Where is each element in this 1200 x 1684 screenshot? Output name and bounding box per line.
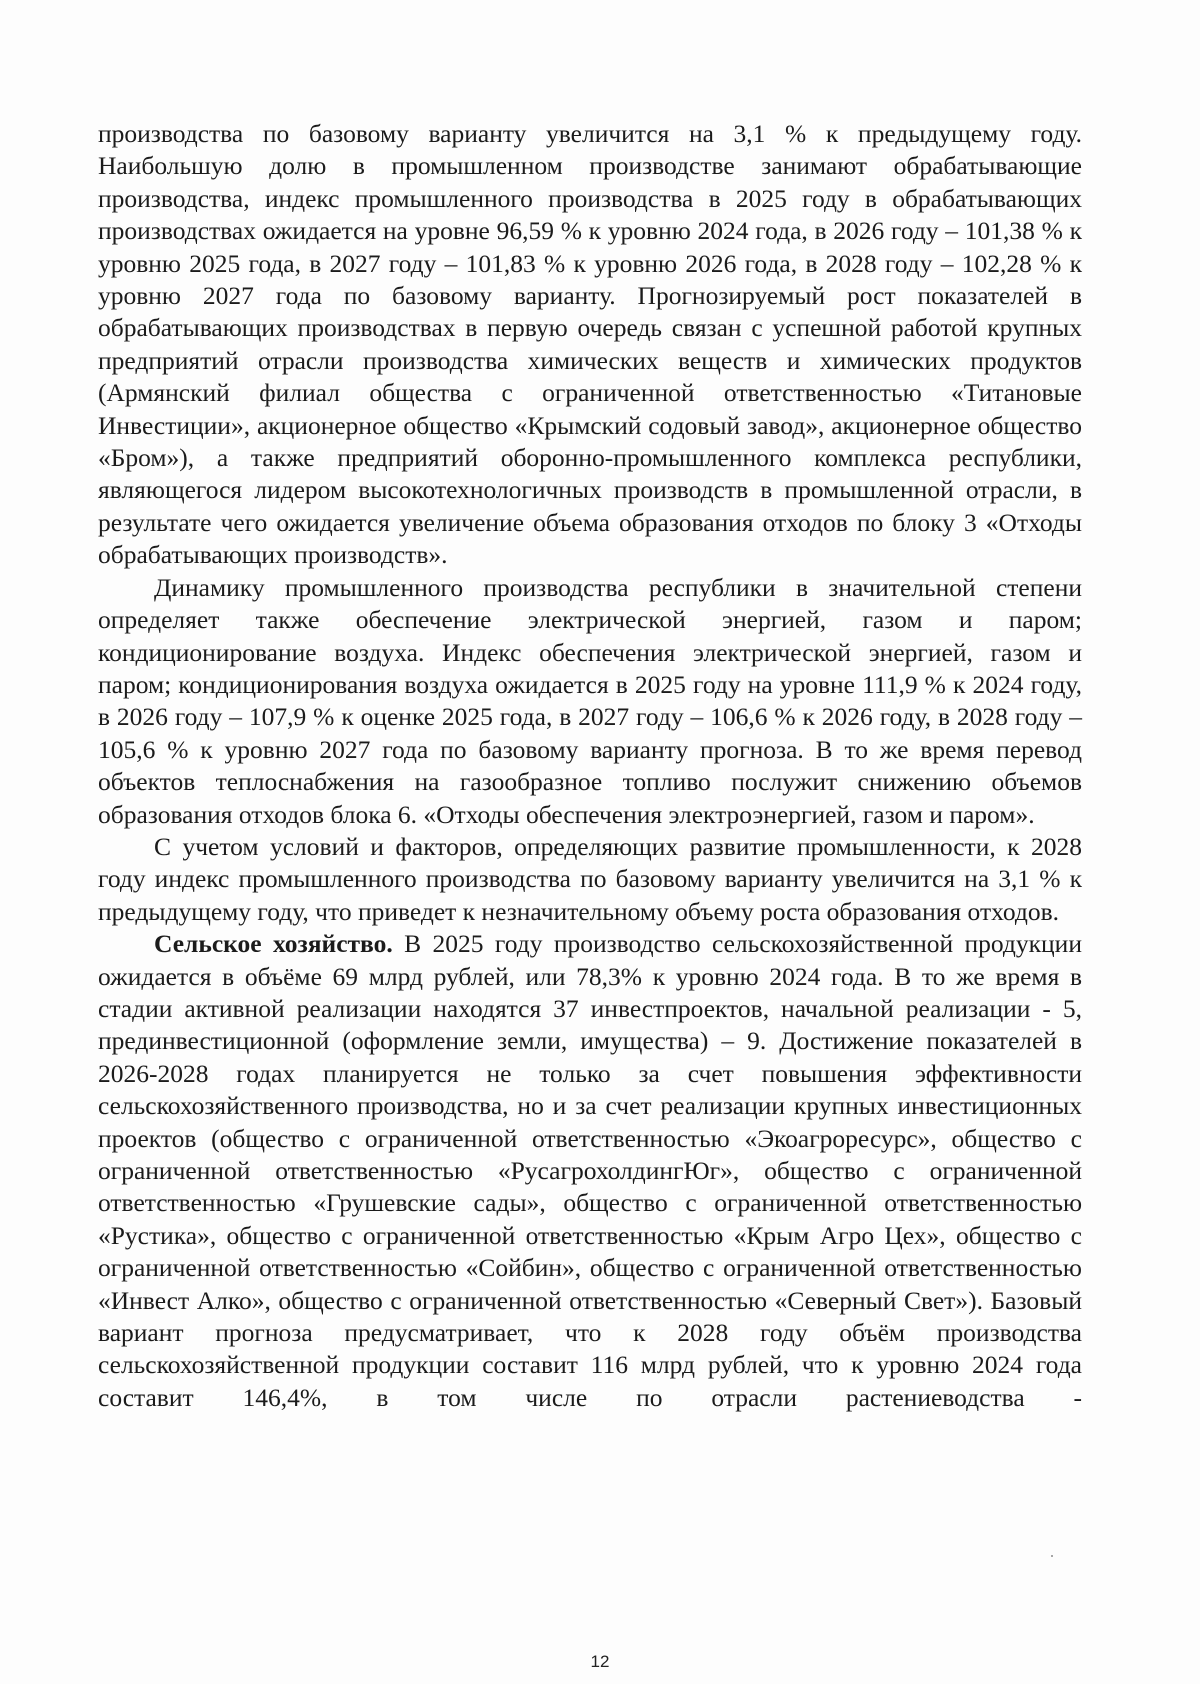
paragraph-text: В 2025 году производство сельскохозяйственной продукции ожидается в объёме 69 млрд рублей, или 78,3% к уровню 2024 года. В то же время в стадии активной реализации находятся 37 инвестпроектов, начальной реализации - 5, прединвестиционной (оформление земли, имущества) – 9. Достижение показателей в 2026-2028 годах планируется не только за счет повышения эффективности сельскохозяйственного производства, но и за счет реализации крупных инвестиционных проектов (общество с ограниченной ответственностью «Экоагроресурс», общество с ограниченной ответственностью «РусагрохолдингЮг», общество с ограниченной ответственностью «Грушевские сады», общество с ограниченной ответственностью «Рустика», общество с ограниченной ответственностью «Крым Агро Цех», общество с ограниченной ответственностью «Сойбин», общество с ограниченной ответственностью «Инвест Алко», общество с ограниченной ответственностью «Северный Свет»). Базовый вариант прогноза предусматривает, что к 2028 году объём производства сельскохозяйственной продукции составит 116 млрд рублей, что к уровню 2024 года составит 146,4%, в том числе по отрасли растениеводства - bbox=[98, 929, 1082, 1412]
paragraph-industry-summary bbox=[98, 831, 1082, 928]
paragraph-agriculture bbox=[98, 928, 1082, 1414]
paragraph-text: С учетом условий и факторов, определяющих развитие промышленности, к 2028 году индекс промышленного производства по базовому варианту увеличится на 3,1 % к предыдущему году, что приведет к незначительному объему роста образования отходов. bbox=[98, 831, 1082, 926]
section-lead-heading: Сельское хозяйство. bbox=[154, 929, 393, 959]
page-number: 12 bbox=[590, 1652, 610, 1671]
scan-speck bbox=[1051, 1555, 1053, 1557]
body-text bbox=[98, 118, 1082, 1414]
paragraph-text: производства по базовому варианту увеличится на 3,1 % к предыдущему году. Наибольшую долю в промышленном производстве занимают обрабатывающие производства, индекс промышленного производства в 2025 году в обрабатывающих производствах ожидается на уровне 96,59 % к уровню 2024 года, в 2026 году – 101,38 % к уровню 2025 года, в 2027 году – 101,83 % к уровню 2026 года, в 2028 году – 102,28 % к уровню 2027 года по базовому варианту. Прогнозируемый рост показателей в обрабатывающих производствах в первую очередь связан с успешной работой крупных предприятий отрасли производства химических веществ и химических продуктов (Армянский филиал общества с ограниченной ответственностью «Титановые Инвестиции», акционерное общество «Крымский содовый завод», акционерное общество «Бром»), а также предприятий оборонно-промышленного комплекса республики, являющегося лидером высокотехнологичных производств в промышленной отрасли, в результате чего ожидается увеличение объема образования отходов по блоку 3 «Отходы обрабатывающих производств». bbox=[98, 119, 1082, 570]
paragraph-energy-supply bbox=[98, 572, 1082, 831]
paragraph-text: Динамику промышленного производства республики в значительной степени определяет также обеспечение электрической энергией, газом и паром; кондиционирование воздуха. Индекс обеспечения электрической энергией, газом и паром; кондиционирования воздуха ожидается в 2025 году на уровне 111,9 % к 2024 году, в 2026 году – 107,9 % к оценке 2025 года, в 2027 году – 106,6 % к 2026 году, в 2028 году – 105,6 % к уровню 2027 года по базовому варианту прогноза. В то же время перевод объектов теплоснабжения на газообразное топливо послужит снижению объемов образования отходов блока 6. «Отходы обеспечения электроэнергией, газом и паром». bbox=[98, 572, 1082, 829]
paragraph-industry-manufacturing bbox=[98, 118, 1082, 572]
